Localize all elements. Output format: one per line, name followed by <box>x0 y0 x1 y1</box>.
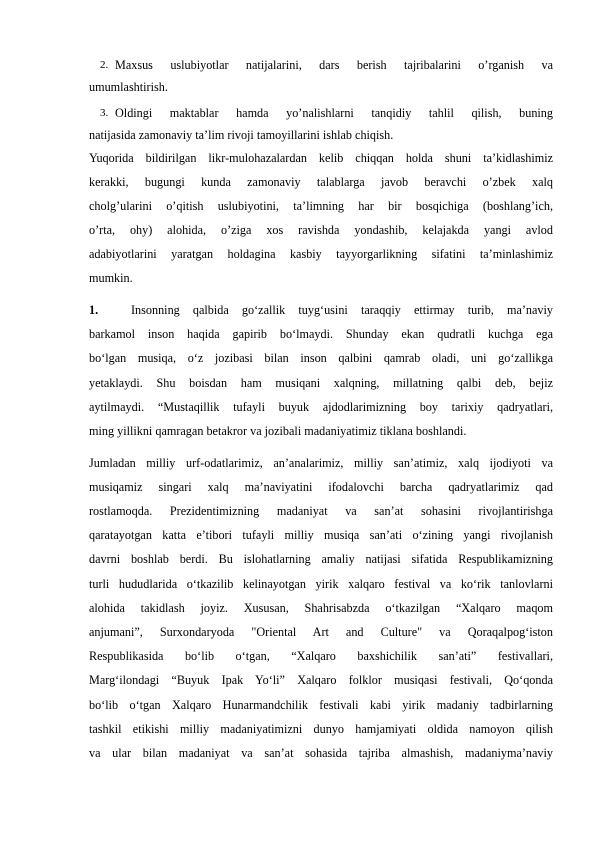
section-line: aytilmaydi. “Mustaqillik tufayli buyuk ajdodlarimizning boy tarixiy qadryatlari, <box>89 400 553 414</box>
section-line: bo‘lgan musiqa, o‘z jozibasi bilan inson qalbini qamrab oladi, uni go‘zallikga <box>89 351 553 365</box>
paragraph-line: cholg’ularini o’qitish uslubiyotini, ta’limning har bir bosqichiga (boshlang’ich, <box>89 199 553 213</box>
paragraph-line: bo‘lib o‘tgan Xalqaro Hunarmandchilik festivali kabi yirik madaniy tadbirlarning <box>89 698 553 712</box>
section-line: barkamol inson haqida gapirib bo‘lmaydi. Shunday ekan qudratli kuchga ega <box>89 327 553 341</box>
paragraph-line: rostlamoqda. Prezidentimizning madaniyat va san’at sohasini rivojlantirishga <box>89 504 553 518</box>
paragraph-line: qaratayotgan katta e’tibori tufayli milliy musiqa san’ati o‘zining yangi rivojlanish <box>89 528 553 542</box>
paragraph-line: turli hududlarida o‘tkazilib kelinayotgan yirik xalqaro festival va ko‘rik tanlovlarni <box>89 577 553 591</box>
paragraph-line: anjumani”, Surxondaryoda "Oriental Art and Culture" va Qoraqalpog‘iston <box>89 625 553 639</box>
list-item-line: natijasida zamonaviy ta’lim rivoji tamoyillarini ishlab chiqish. <box>89 128 394 142</box>
paragraph-line: musiqamiz singari xalq ma’naviyatini ifodalovchi barcha qadryatlarimiz qad <box>89 480 553 494</box>
paragraph-line: Yuqorida bildirilgan likr-mulohazalardan kelib chiqqan holda shuni ta’kidlashimiz <box>89 151 553 165</box>
paragraph-line: tashkil etikishi milliy madaniyatimizni dunyo hamjamiyati oldida namoyon qilish <box>89 722 553 736</box>
paragraph-line: o’rta, ohy) alohida, o’ziga xos ravishda yondashib, kelajakda yangi avlod <box>89 223 553 237</box>
paragraph-line: Marg‘ilondagi “Buyuk Ipak Yo‘li” Xalqaro folklor musiqasi festivali, Qo‘qonda <box>89 673 553 687</box>
paragraph-line: va ular bilan madaniyat va san’at sohasida tajriba almashish, madaniyma’naviy <box>89 746 553 760</box>
section-line: yetaklaydi. Shu boisdan ham musiqani xalqning, millatning qalbi deb, bejiz <box>89 376 553 390</box>
list-number: 3. <box>100 107 109 119</box>
list-item-line: Oldingi maktablar hamda yo’nalishlarni tanqidiy tahlil qilish, buning <box>115 106 553 120</box>
paragraph-line: davrni boshlab berdi. Bu islohatlarning amaliy natijasi sifatida Respublikamizning <box>89 552 553 566</box>
list-number: 2. <box>100 59 109 71</box>
section-number: 1. <box>89 303 99 317</box>
paragraph-line: alohida takidlash joyiz. Xususan, Shahrisabzda o‘tkazilgan “Xalqaro maqom <box>89 601 553 615</box>
paragraph-line: Jumladan milliy urf-odatlarimiz, an’analarimiz, milliy san’atimiz, xalq ijodiyoti va <box>89 456 553 470</box>
paragraph-line: adabiyotlarini yaratgan holdagina kasbiy tayyorgarlikning sifatini ta’minlashimiz <box>89 247 553 261</box>
paragraph-line: Respublikasida bo‘lib o‘tgan, “Xalqaro baxshichilik san’ati” festivallari, <box>89 649 553 663</box>
section-line: Insonning qalbida go‘zallik tuyg‘usini taraqqiy ettirmay turib, ma’naviy <box>131 303 553 317</box>
paragraph-line: mumkin. <box>89 271 133 285</box>
section-line: ming yillikni qamragan betakror va jozibali madaniyatimiz tiklana boshlandi. <box>89 424 467 438</box>
list-item-line: Maxsus uslubiyotlar natijalarini, dars berish tajribalarini o’rganish va <box>115 58 553 72</box>
paragraph-line: kerakki, bugungi kunda zamonaviy talablarga javob beravchi o’zbek xalq <box>89 175 553 189</box>
list-item-line: umumlashtirish. <box>89 80 168 94</box>
